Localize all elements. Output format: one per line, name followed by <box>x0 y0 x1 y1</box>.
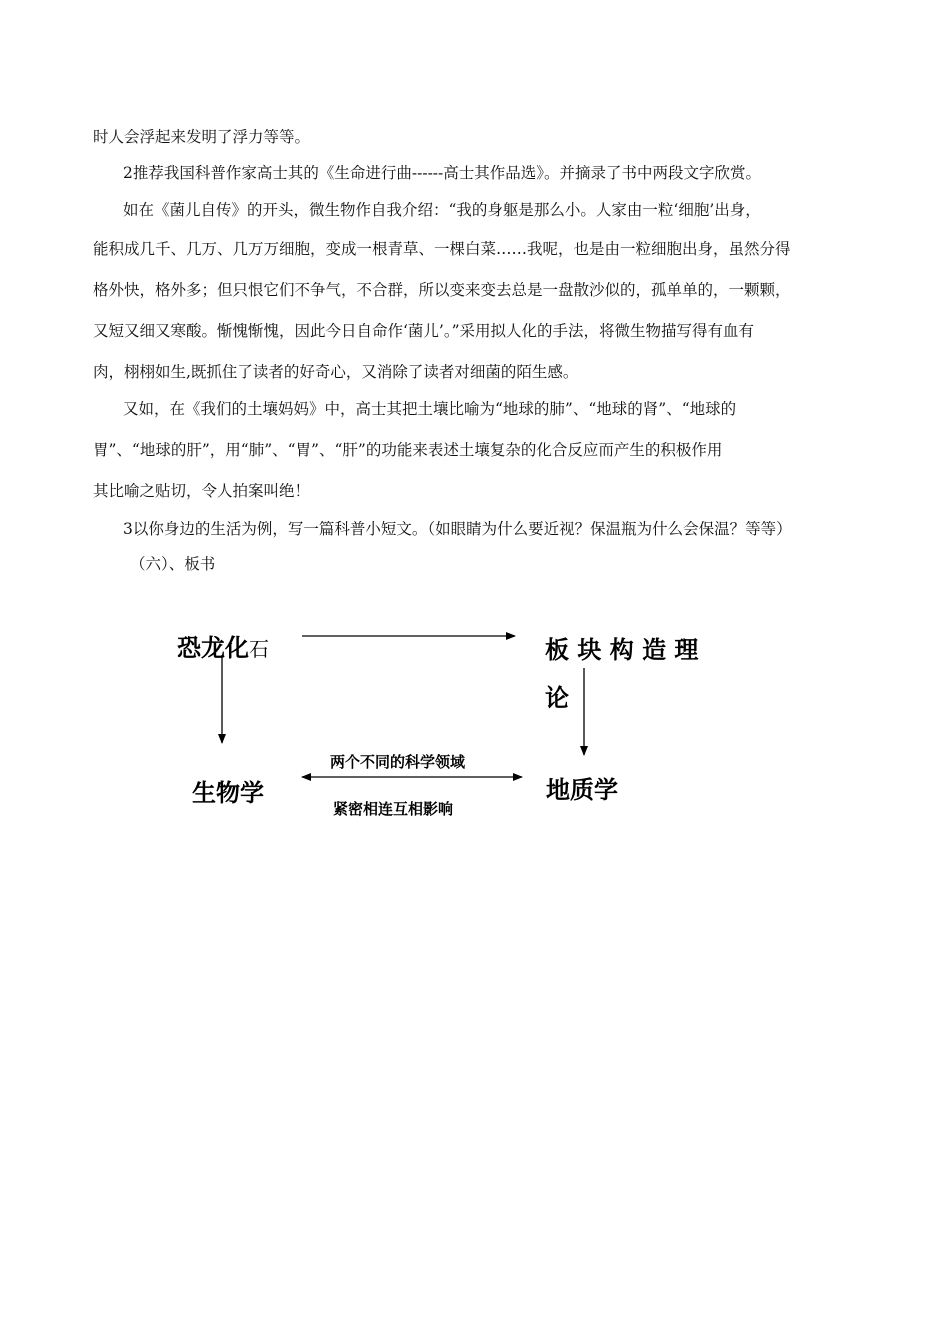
paragraph-junier-line5: 肉，栩栩如生,既抓住了读者的好奇心，又消除了读者对细菌的陌生感。 <box>93 363 579 381</box>
node-dinosaur-main: 恐龙化 <box>177 634 249 662</box>
paragraph-soil-line2: 胃”、“地球的肝”，用“肺”、“胃”、“肝”的功能来表述土壤复杂的化合反应而产生的积极作用 <box>93 441 723 459</box>
paragraph-recommend: 2推荐我国科普作家高士其的《生命进行曲------高士其作品选》。并摘录了书中两段文字欣赏。 <box>123 164 762 182</box>
paragraph-soil-line1: 又如，在《我们的土壤妈妈》中，高士其把土壤比喻为“地球的肺”、“地球的肾”、“地球的 <box>123 400 737 418</box>
paragraph-continuation: 时人会浮起来发明了浮力等等。 <box>93 128 311 146</box>
node-geology: 地质学 <box>546 776 618 804</box>
node-plate-tectonics-line1: 板 块 构 造 理 <box>545 636 699 664</box>
paragraph-junier-line1: 如在《菌儿自传》的开头，微生物作自我介绍：“我的身躯是那么小。人家由一粒‘细胞’出身， <box>123 201 761 219</box>
caption-two-fields: 两个不同的科学领域 <box>330 753 466 771</box>
section-heading-blackboard: （六）、板书 <box>130 555 216 573</box>
paragraph-junier-line2: 能积成几千、几万、几万万细胞，变成一根青草、一棵白菜……我呢，也是由一粒细胞出身，虽然分得 <box>93 240 791 258</box>
node-biology: 生物学 <box>192 779 264 807</box>
paragraph-junier-line4: 又短又细又寒酸。惭愧惭愧，因此今日自命作‘菌儿’。”采用拟人化的手法，将微生物描写得有血有 <box>93 322 755 340</box>
caption-closely-connected: 紧密相连互相影响 <box>333 800 454 818</box>
node-dinosaur-fossil <box>177 628 269 663</box>
paragraph-soil-line3: 其比喻之贴切，令人拍案叫绝！ <box>93 482 311 500</box>
node-plate-tectonics-line2: 论 <box>545 684 569 712</box>
paragraph-assignment: 3以你身边的生活为例，写一篇科普小短文。（如眼睛为什么要近视？保温瓶为什么会保温？等等） <box>123 520 792 538</box>
node-dinosaur-tail: 石 <box>249 637 269 661</box>
paragraph-junier-line3: 格外快，格外多；但只恨它们不争气，不合群，所以变来变去总是一盘散沙似的，孤单单的，一颗颗， <box>93 281 791 299</box>
